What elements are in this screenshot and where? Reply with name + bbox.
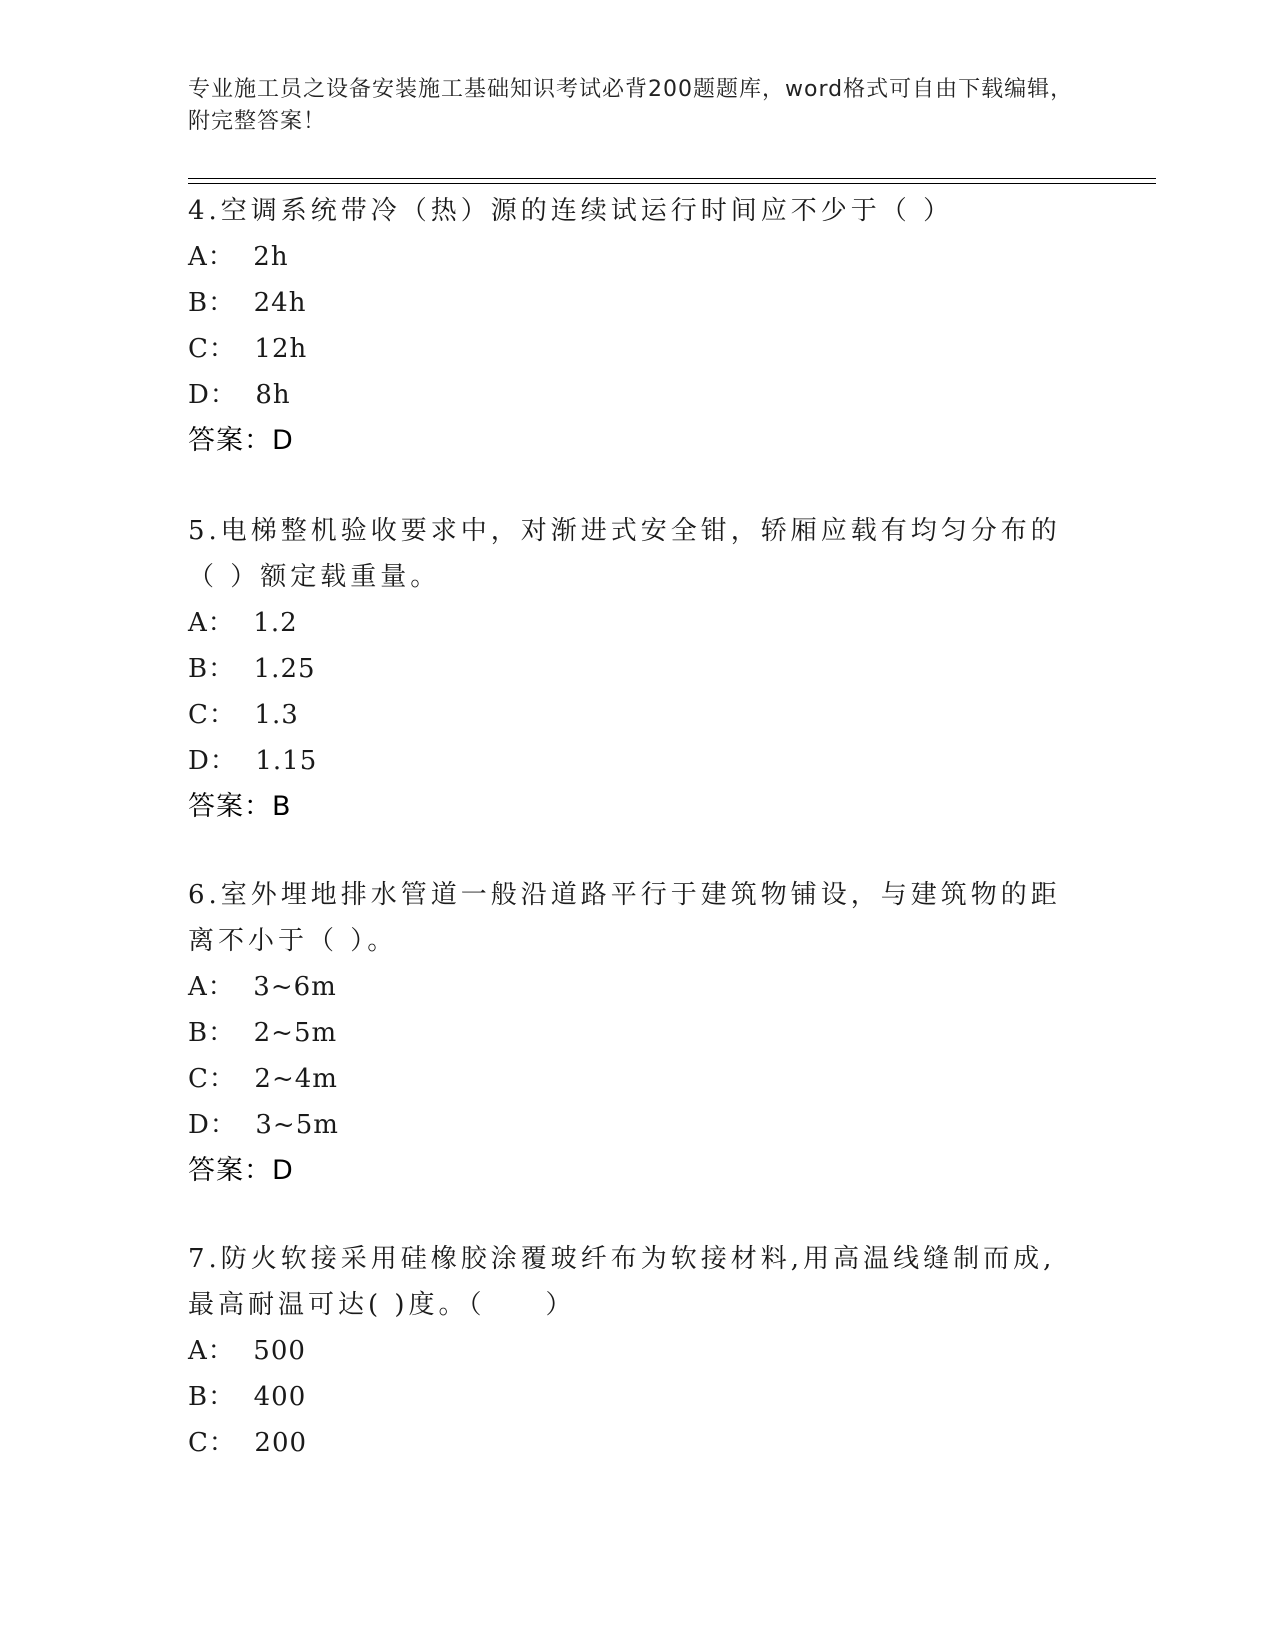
option-b: B： 2~5m — [188, 1018, 338, 1048]
header-divider-top — [188, 178, 1156, 179]
option-a: A： 500 — [188, 1336, 306, 1366]
question-4 — [188, 188, 1068, 464]
question-7 — [188, 1236, 1068, 1466]
document-header — [188, 74, 1088, 138]
option-c: C： 2~4m — [188, 1064, 338, 1094]
question-5 — [188, 508, 1068, 830]
header-title: 专业施工员之设备安装施工基础知识考试必背200题题库，word格式可自由下载编辑，附完整答案！ — [188, 77, 1074, 134]
question-stem: 5.电梯整机验收要求中，对渐进式安全钳，轿厢应载有均匀分布的（ ）额定载重量。 — [188, 516, 1061, 592]
answer: 答案：B — [188, 791, 292, 822]
question-stem: 6.室外埋地排水管道一般沿道路平行于建筑物铺设，与建筑物的距离不小于（ ）。 — [188, 880, 1061, 956]
header-divider-bottom — [188, 183, 1156, 184]
option-c: C： 200 — [188, 1428, 308, 1458]
question-stem: 4.空调系统带冷（热）源的连续试运行时间应不少于（ ） — [188, 196, 954, 226]
option-d: D： 1.15 — [188, 746, 318, 776]
option-a: A： 3~6m — [188, 972, 337, 1002]
question-6 — [188, 872, 1068, 1194]
option-b: B： 400 — [188, 1382, 307, 1412]
option-c: C： 12h — [188, 334, 308, 364]
answer: 答案：D — [188, 425, 294, 456]
option-d: D： 3~5m — [188, 1110, 339, 1140]
question-stem: 7.防火软接采用硅橡胶涂覆玻纤布为软接材料,用高温线缝制而成,最高耐温可达( )度。（ ） — [188, 1244, 1056, 1320]
option-b: B： 24h — [188, 288, 307, 318]
option-c: C： 1.3 — [188, 700, 299, 730]
option-b: B： 1.25 — [188, 654, 316, 684]
option-d: D： 8h — [188, 380, 291, 410]
answer: 答案：D — [188, 1155, 294, 1186]
option-a: A： 1.2 — [188, 608, 298, 638]
option-a: A： 2h — [188, 242, 289, 272]
